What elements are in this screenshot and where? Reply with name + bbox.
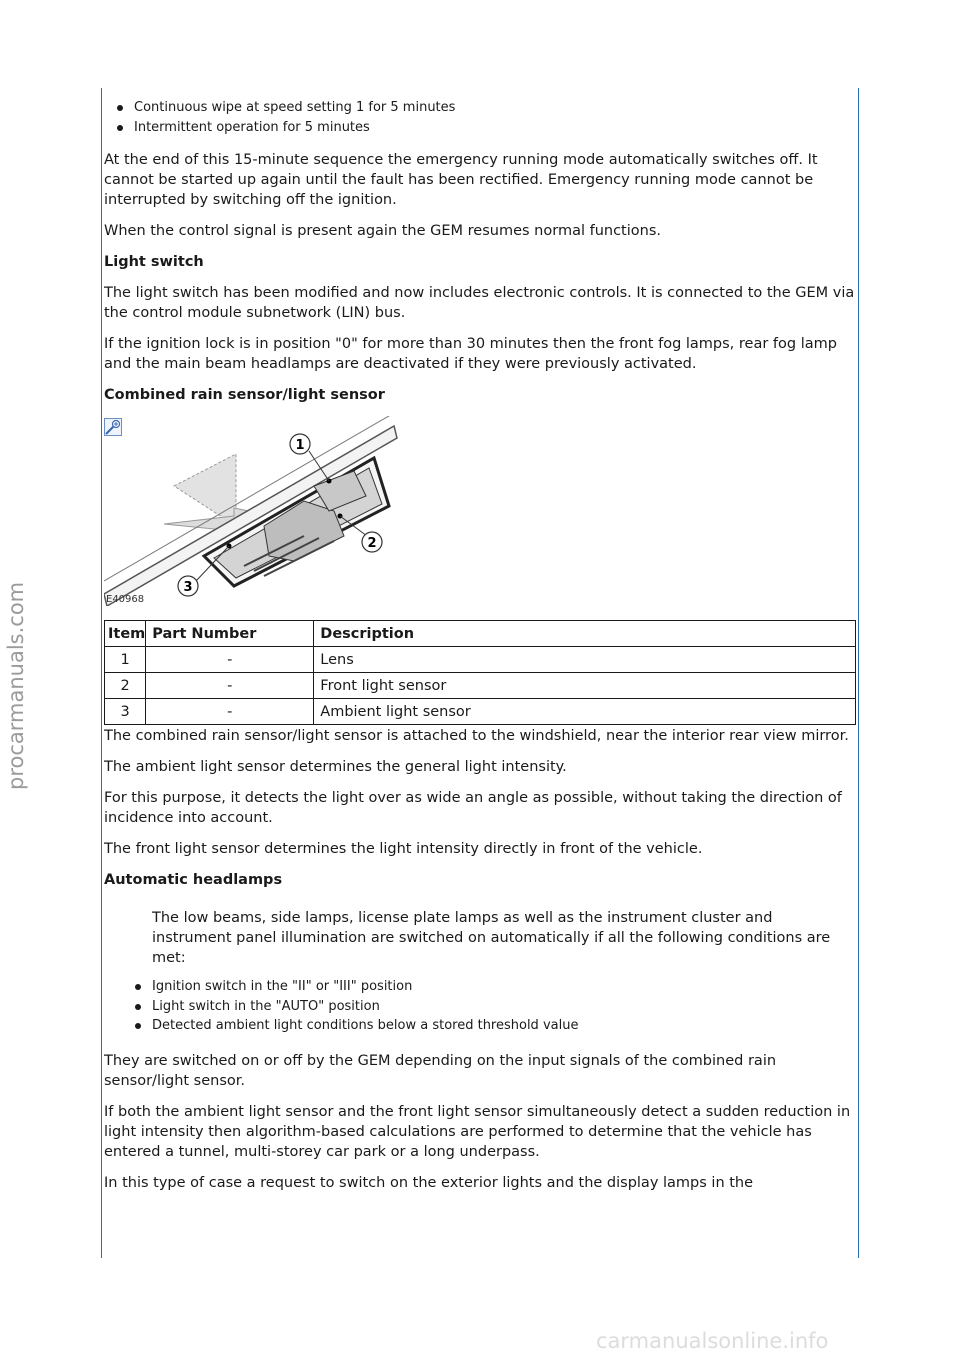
row-part: - xyxy=(146,647,314,673)
paragraph-sensor-3: For this purpose, it detects the light over as wide an angle as possible, without taking the direction of incidence into account. xyxy=(104,790,842,826)
list-item: Intermittent operation for 5 minutes xyxy=(134,118,856,138)
table-row xyxy=(105,673,856,699)
paragraph-auto-3: In this type of case a request to switch on the exterior lights and the display lamps in the xyxy=(104,1174,754,1191)
table-row xyxy=(105,647,856,673)
conditions-bullet-list xyxy=(122,977,856,1036)
list-item: Detected ambient light conditions below a stored threshold value xyxy=(152,1016,856,1036)
list-item: Light switch in the "AUTO" position xyxy=(152,997,856,1017)
page-content xyxy=(104,98,856,1204)
sensor-diagram xyxy=(104,416,414,606)
paragraph-sensor-4: The front light sensor determines the light intensity directly in front of the vehicle. xyxy=(104,841,703,857)
row-description: Lens xyxy=(314,647,856,673)
row-item: 3 xyxy=(105,699,146,725)
image-code: E40968 xyxy=(106,594,145,605)
callout-2: 2 xyxy=(367,536,377,551)
paragraph-light-switch-1: The light switch has been modified and now includes electronic controls. It is connected to the GEM via the control module subnetwork (LIN) bus. xyxy=(104,285,855,321)
header-description: Description xyxy=(314,621,856,647)
header-part-number: Part Number xyxy=(146,621,314,647)
header-item: Item xyxy=(105,621,146,647)
row-part: - xyxy=(146,673,314,699)
table-row xyxy=(105,699,856,725)
row-item: 2 xyxy=(105,673,146,699)
top-bullet-list xyxy=(104,98,856,137)
callout-3: 3 xyxy=(183,580,193,595)
sensor-figure xyxy=(104,416,414,606)
list-item: Ignition switch in the "II" or "III" position xyxy=(152,977,856,997)
paragraph-sensor-2: The ambient light sensor determines the general light intensity. xyxy=(104,759,567,775)
heading-light-switch: Light switch xyxy=(104,254,204,270)
row-description: Front light sensor xyxy=(314,673,856,699)
right-margin-rule xyxy=(858,88,859,1258)
row-description: Ambient light sensor xyxy=(314,699,856,725)
table-header-row xyxy=(105,621,856,647)
paragraph-end-sequence: At the end of this 15-minute sequence the emergency running mode automatically switches off. It cannot be started up again until the fault has been rectified. Emergency running mode cannot be interrupted by switching off the ignition. xyxy=(104,152,818,208)
left-margin-rule xyxy=(101,88,102,1258)
paragraph-control-signal: When the control signal is present again the GEM resumes normal functions. xyxy=(104,223,661,239)
row-item: 1 xyxy=(105,647,146,673)
paragraph-auto-intro: The low beams, side lamps, license plate lamps as well as the instrument cluster and instrument panel illumination are switched on automatically if all the following conditions are met: xyxy=(152,910,831,966)
heading-combined-sensor: Combined rain sensor/light sensor xyxy=(104,387,385,403)
heading-automatic-headlamps: Automatic headlamps xyxy=(104,872,283,888)
bottom-watermark: carmanualsonline.info xyxy=(596,1329,829,1353)
parts-table xyxy=(104,620,856,725)
paragraph-light-switch-2: If the ignition lock is in position "0" for more than 30 minutes then the front fog lamps, rear fog lamp and the main beam headlamps are deactivated if they were previously activated. xyxy=(104,336,837,372)
side-watermark: procarmanuals.com xyxy=(4,581,28,790)
list-item: Continuous wipe at speed setting 1 for 5 minutes xyxy=(134,98,856,118)
paragraph-auto-2: If both the ambient light sensor and the front light sensor simultaneously detect a sudden reduction in light intensity then algorithm-based calculations are performed to determine that the vehicle has entered a tunnel, multi-storey car park or a long underpass. xyxy=(104,1103,851,1160)
callout-1: 1 xyxy=(295,438,305,453)
paragraph-auto-1: They are switched on or off by the GEM depending on the input signals of the combined rain sensor/light sensor. xyxy=(104,1052,777,1089)
row-part: - xyxy=(146,699,314,725)
paragraph-sensor-1: The combined rain sensor/light sensor is attached to the windshield, near the interior rear view mirror. xyxy=(104,728,849,744)
